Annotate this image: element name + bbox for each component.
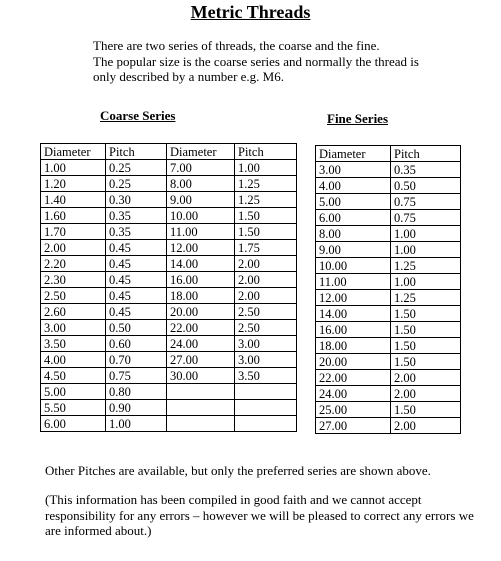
table-row: [316, 306, 461, 322]
table-cell: 22.00: [316, 370, 391, 386]
table-row: [41, 224, 297, 240]
table-row: [316, 178, 461, 194]
table-cell: 1.50: [391, 306, 461, 322]
table-cell: 27.00: [167, 352, 235, 368]
table-cell: 2.00: [235, 272, 297, 288]
fine-series-table: [315, 145, 461, 434]
table-row: [41, 352, 297, 368]
intro-line: The popular size is the coarse series and normally the thread is: [93, 53, 419, 69]
table-cell: 1.50: [391, 402, 461, 418]
table-cell: 6.00: [316, 210, 391, 226]
table-cell: 0.80: [106, 384, 167, 400]
table-cell: 4.00: [316, 178, 391, 194]
table-row: [316, 354, 461, 370]
table-row: [41, 288, 297, 304]
table-cell: 16.00: [167, 272, 235, 288]
table-cell: 2.50: [41, 288, 106, 304]
table-cell: 1.25: [391, 290, 461, 306]
table-cell: 25.00: [316, 402, 391, 418]
table-row: [316, 226, 461, 242]
table-cell: 0.25: [106, 176, 167, 192]
table-cell: 2.00: [391, 418, 461, 434]
table-row: [41, 384, 297, 400]
table-cell: 2.50: [235, 304, 297, 320]
table-cell: 1.20: [41, 176, 106, 192]
table-cell: 0.45: [106, 304, 167, 320]
table-cell: 16.00: [316, 322, 391, 338]
table-cell: [235, 400, 297, 416]
table-cell: 5.00: [316, 194, 391, 210]
table-cell: 1.50: [235, 224, 297, 240]
table-cell: 2.00: [391, 370, 461, 386]
table-cell: 0.50: [106, 320, 167, 336]
column-header: Pitch: [391, 146, 461, 162]
table-cell: [235, 416, 297, 432]
table-cell: 14.00: [316, 306, 391, 322]
column-header: Diameter: [316, 146, 391, 162]
table-cell: 2.00: [235, 288, 297, 304]
table-cell: 14.00: [167, 256, 235, 272]
table-cell: 30.00: [167, 368, 235, 384]
table-cell: 0.75: [391, 194, 461, 210]
table-cell: 2.00: [235, 256, 297, 272]
disclaimer-note: (This information has been compiled in good faith and we cannot accept responsibility for any errors – however we will be pleased to correct any errors we are informed about.): [45, 492, 474, 538]
table-header-row: [41, 144, 297, 160]
table-row: [316, 290, 461, 306]
table-cell: 24.00: [167, 336, 235, 352]
column-header: Pitch: [106, 144, 167, 160]
table-cell: 1.00: [41, 160, 106, 176]
column-header: Diameter: [41, 144, 106, 160]
table-cell: 24.00: [316, 386, 391, 402]
table-cell: 3.00: [235, 336, 297, 352]
table-cell: 2.00: [41, 240, 106, 256]
table-cell: 2.00: [391, 386, 461, 402]
table-row: [316, 162, 461, 178]
table-cell: 1.75: [235, 240, 297, 256]
table-row: [41, 336, 297, 352]
table-cell: [235, 384, 297, 400]
table-cell: 20.00: [167, 304, 235, 320]
table-row: [316, 418, 461, 434]
table-cell: 1.60: [41, 208, 106, 224]
table-cell: 5.00: [41, 384, 106, 400]
table-cell: 10.00: [316, 258, 391, 274]
table-cell: 0.35: [106, 208, 167, 224]
table-cell: 0.45: [106, 256, 167, 272]
table-row: [316, 194, 461, 210]
table-cell: 1.25: [391, 258, 461, 274]
table-row: [316, 402, 461, 418]
table-cell: 3.50: [235, 368, 297, 384]
table-cell: 27.00: [316, 418, 391, 434]
table-cell: 2.60: [41, 304, 106, 320]
table-row: [41, 192, 297, 208]
table-cell: 0.35: [106, 224, 167, 240]
coarse-series-heading: Coarse Series: [100, 108, 176, 123]
table-row: [41, 400, 297, 416]
table-row: [316, 338, 461, 354]
table-row: [41, 176, 297, 192]
intro-line: only described by a number e.g. M6.: [93, 69, 284, 84]
table-cell: 0.50: [391, 178, 461, 194]
table-cell: 3.50: [41, 336, 106, 352]
table-row: [41, 272, 297, 288]
table-cell: [167, 416, 235, 432]
table-row: [41, 304, 297, 320]
table-cell: 0.90: [106, 400, 167, 416]
table-cell: 1.50: [391, 354, 461, 370]
table-row: [316, 258, 461, 274]
table-cell: 0.75: [391, 210, 461, 226]
table-cell: 1.25: [235, 192, 297, 208]
table-cell: 1.00: [106, 416, 167, 432]
table-cell: 0.60: [106, 336, 167, 352]
table-cell: 11.00: [167, 224, 235, 240]
table-cell: 10.00: [167, 208, 235, 224]
table-cell: 18.00: [316, 338, 391, 354]
table-cell: [167, 384, 235, 400]
table-cell: 20.00: [316, 354, 391, 370]
table-cell: 5.50: [41, 400, 106, 416]
table-row: [41, 240, 297, 256]
table-cell: 0.70: [106, 352, 167, 368]
table-cell: 11.00: [316, 274, 391, 290]
table-cell: 7.00: [167, 160, 235, 176]
table-cell: 1.50: [391, 338, 461, 354]
table-cell: 3.00: [235, 352, 297, 368]
table-cell: 3.00: [41, 320, 106, 336]
table-cell: 1.00: [391, 242, 461, 258]
table-cell: 1.25: [235, 176, 297, 192]
table-row: [41, 256, 297, 272]
table-cell: 22.00: [167, 320, 235, 336]
table-cell: 0.45: [106, 240, 167, 256]
table-header-row: [316, 146, 461, 162]
table-cell: 1.00: [391, 274, 461, 290]
table-cell: 1.50: [235, 208, 297, 224]
table-cell: 1.70: [41, 224, 106, 240]
table-cell: 9.00: [316, 242, 391, 258]
table-cell: 1.40: [41, 192, 106, 208]
fine-series-heading: Fine Series: [327, 111, 389, 126]
table-cell: 1.50: [391, 322, 461, 338]
table-cell: [167, 400, 235, 416]
table-row: [41, 320, 297, 336]
table-cell: 6.00: [41, 416, 106, 432]
table-row: [316, 242, 461, 258]
table-cell: 3.00: [316, 162, 391, 178]
page-title: Metric Threads: [190, 2, 311, 22]
table-row: [316, 210, 461, 226]
coarse-series-table: [40, 143, 297, 432]
intro-text: [93, 38, 453, 85]
table-cell: 12.00: [167, 240, 235, 256]
intro-line: There are two series of threads, the coarse and the fine.: [93, 38, 380, 53]
column-header: Diameter: [167, 144, 235, 160]
table-cell: 8.00: [167, 176, 235, 192]
footer-note: Other Pitches are available, but only the preferred series are shown above.: [45, 463, 431, 478]
table-cell: 0.45: [106, 272, 167, 288]
table-row: [316, 386, 461, 402]
table-cell: 8.00: [316, 226, 391, 242]
table-cell: 2.20: [41, 256, 106, 272]
table-cell: 4.50: [41, 368, 106, 384]
table-row: [41, 208, 297, 224]
table-cell: 0.45: [106, 288, 167, 304]
table-row: [316, 322, 461, 338]
table-cell: 2.30: [41, 272, 106, 288]
table-row: [316, 274, 461, 290]
table-cell: 0.75: [106, 368, 167, 384]
table-cell: 12.00: [316, 290, 391, 306]
column-header: Pitch: [235, 144, 297, 160]
table-cell: 2.50: [235, 320, 297, 336]
table-cell: 1.00: [391, 226, 461, 242]
table-row: [41, 416, 297, 432]
table-cell: 4.00: [41, 352, 106, 368]
table-cell: 0.25: [106, 160, 167, 176]
table-cell: 1.00: [235, 160, 297, 176]
table-cell: 0.35: [391, 162, 461, 178]
table-cell: 9.00: [167, 192, 235, 208]
table-cell: 0.30: [106, 192, 167, 208]
table-row: [316, 370, 461, 386]
table-cell: 18.00: [167, 288, 235, 304]
table-row: [41, 368, 297, 384]
table-row: [41, 160, 297, 176]
